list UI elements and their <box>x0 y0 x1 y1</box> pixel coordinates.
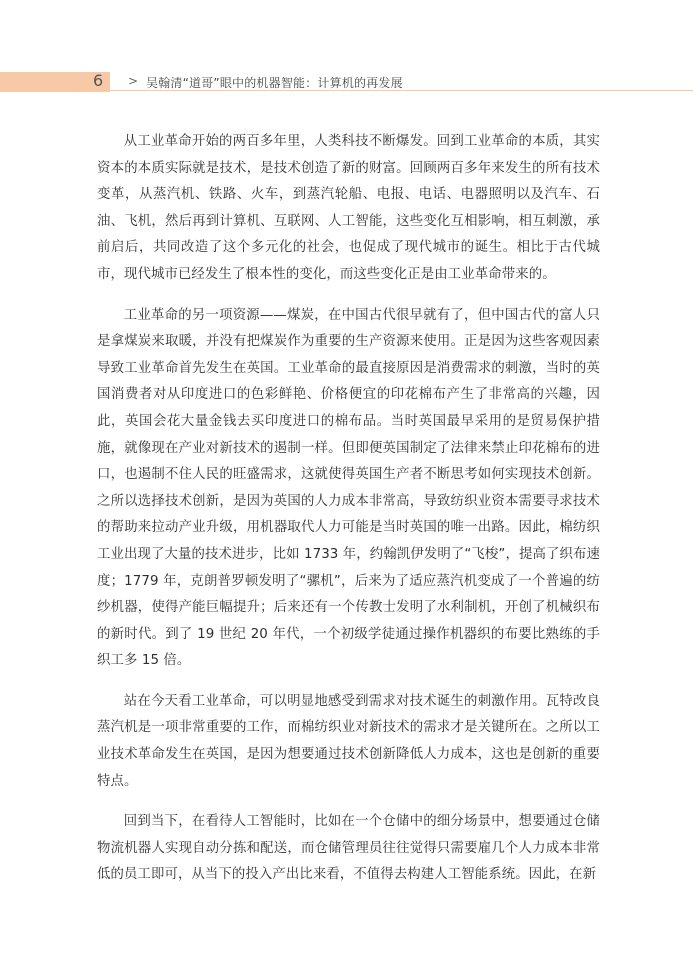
running-title: 吴翰清“道哥”眼中的机器智能：计算机的再发展 <box>146 76 403 90</box>
paragraph: 站在今天看工业革命，可以明显地感受到需求对技术诞生的刺激作用。瓦特改良蒸汽机是一项非常重要的工作，而棉纺织业对新技术的需求才是关键所在。之所以工业技术革命发生在英国，是因为想要通过技术创新降低人力成本，这也是创新的重要特点。 <box>97 693 600 789</box>
page-number: 6 <box>93 71 104 90</box>
paragraph: 回到当下，在看待人工智能时，比如在一个仓储中的细分场景中，想要通过仓储物流机器人实现自动分拣和配送，而仓储管理员往往觉得只需要雇几个人力成本非常低的员工即可，从当下的投入产出比来看，不值得去构建人工智能系统。因此，在新 <box>97 814 600 883</box>
chevron-right-icon: > <box>128 74 139 88</box>
paragraph: 工业革命的另一项资源——煤炭，在中国古代很早就有了，但中国古代的富人只是拿煤炭来取暖，并没有把煤炭作为重要的生产资源来使用。正是因为这些客观因素导致工业革命首先发生在英国。工业革命的最直接原因是消费需求的刺激，当时的英国消费者对从印度进口的色彩鲜艳、价格便宜的印花棉布产生了非常高的兴趣，因此，英国会花大量金钱去买印度进口的棉布品。当时英国最早采用的是贸易保护措施，就像现在产业对新技术的遏制一样。但即便英国制定了法律来禁止印花棉布的进口，也遏制不住人民的旺盛需求，这就使得英国生产者不断思考如何实现技术创新。之所以选择技术创新，是因为英国的人力成本非常高，导致纺织业资本需要寻求技术的帮助来拉动产业升级，用机器取代人力可能是当时英国的唯一出路。因此，棉纺织工业出现了大量的技术进步，比如 1733 年，约翰凯伊发明了“飞梭”，提高了织布速度；1779 年，克朗普罗顿发明了“骡机”，后来为了适应蒸汽机变成了一个普遍的纺纱机器，使得产能巨幅提升；后来还有一个传教士发明了水利制机，开创了机械织布的新时代。到了 19 世纪 20 年代，一个初级学徒通过操作机器织的布要比熟练的手织工多 15 倍。 <box>97 307 600 669</box>
paragraph: 从工业革命开始的两百多年里，人类科技不断爆发。回到工业革命的本质，其实资本的本质实际就是技术，是技术创造了新的财富。回顾两百多年来发生的所有技术变革，从蒸汽机、铁路、火车，到蒸汽轮船、电报、电话、电器照明以及汽车、石油、飞机，然后再到计算机、互联网、人工智能，这些变化互相影响，相互刺激，承前启后，共同改造了这个多元化的社会，也促成了现代城市的诞生。相比于古代城市，现代城市已经发生了根本性的变化，而这些变化正是由工业革命带来的。 <box>97 134 600 282</box>
body-text <box>97 129 600 903</box>
